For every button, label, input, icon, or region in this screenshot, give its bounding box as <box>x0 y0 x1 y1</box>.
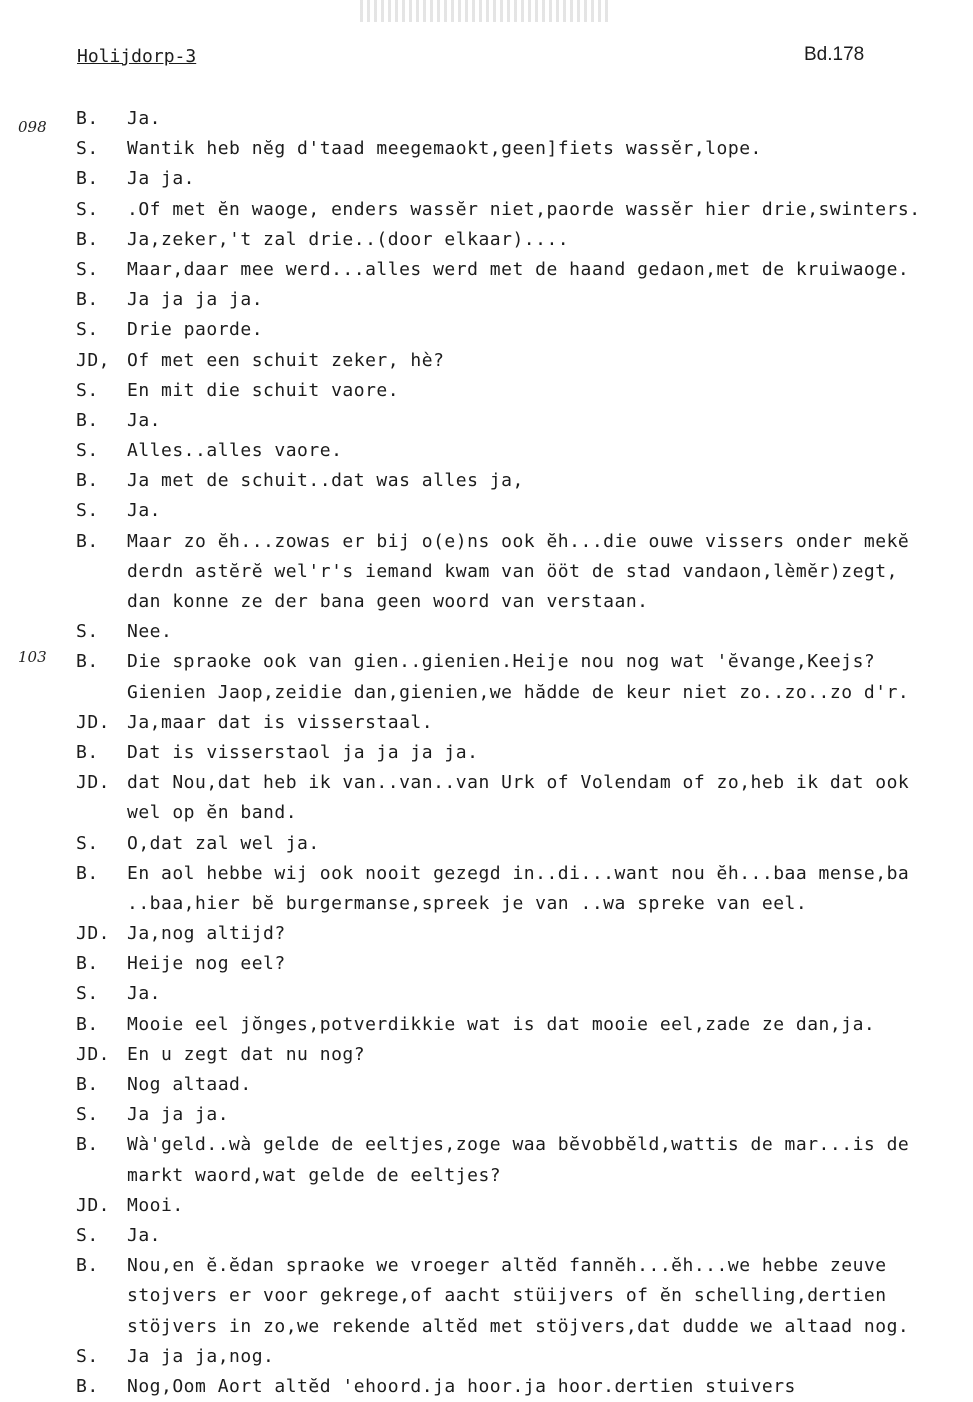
transcript-line <box>0 104 973 134</box>
line-text: Ja. <box>127 108 162 129</box>
line-text: stojvers er voor gekrege,of aacht stüijvers of ĕn schelling,dertien <box>127 1285 887 1307</box>
transcript-line <box>0 1070 973 1100</box>
speaker-label: B. <box>76 1134 99 1156</box>
line-text: Nee. <box>127 621 173 643</box>
transcript-line <box>0 557 973 587</box>
speaker-label: B. <box>76 741 99 763</box>
line-text: Wantik heb nĕg d'taad meegemaokt,geen]fiets wassĕr,lope. <box>127 138 762 160</box>
speaker-label: S. <box>76 1224 99 1246</box>
transcript-line <box>0 376 973 406</box>
speaker-label: B. <box>76 862 99 884</box>
speaker-label: B. <box>76 1074 99 1095</box>
transcript-line <box>0 315 973 345</box>
speaker-label: S. <box>76 379 99 401</box>
speaker-label: S. <box>76 500 99 522</box>
speaker-label: S. <box>76 983 99 1005</box>
line-text: Dat is visserstaol ja ja ja ja. <box>127 741 479 763</box>
speaker-label: B. <box>76 228 99 250</box>
line-text: Ja ja ja. <box>127 1104 230 1126</box>
transcript-line <box>0 829 973 859</box>
speaker-label: B. <box>76 1013 99 1035</box>
margin-note-098: 098 <box>18 118 47 136</box>
transcript-line <box>0 406 973 436</box>
line-text: O,dat zal wel ja. <box>127 832 320 854</box>
line-text: En mit die schuit vaore. <box>127 379 400 401</box>
transcript-line <box>0 678 973 708</box>
speaker-label: S. <box>76 440 99 462</box>
line-text: Mooie eel jŏnges,potverdikkie wat is dat mooie eel,zade ze dan,ja. <box>127 1013 876 1035</box>
transcript-line <box>0 889 973 919</box>
speaker-label: B. <box>76 470 99 492</box>
speaker-label: B. <box>76 409 99 431</box>
line-text: Gienien Jaop,zeidie dan,gienien,we hădde de keur niet zo..zo..zo d'r. <box>127 681 910 703</box>
transcript-line <box>0 1372 973 1402</box>
speaker-label: JD. <box>76 1043 111 1065</box>
line-text: Nou,en ĕ.ĕdan spraoke we vroeger altĕd fannĕh...ĕh...we hebbe zeuve <box>127 1255 887 1277</box>
line-text: Ja,nog altijd? <box>127 923 286 945</box>
line-text: Ja met de schuit..dat was alles ja, <box>127 470 524 492</box>
transcript-line <box>0 919 973 949</box>
line-text: En aol hebbe wij ook nooit gezegd in..di...want nou ĕh...baa mense,ba <box>127 862 910 884</box>
transcript-line <box>0 1281 973 1311</box>
line-text: derdn astĕrĕ wel'r's iemand kwam van ööt de stad vandaon,lèmĕr)zegt, <box>127 560 898 582</box>
line-text: Ja,zeker,'t zal drie..(door elkaar).... <box>127 228 570 250</box>
transcript-line <box>0 1342 973 1372</box>
line-text: Mooi. <box>127 1194 184 1216</box>
transcript-line <box>0 466 973 496</box>
line-text: Drie paorde. <box>127 319 264 341</box>
transcript-line <box>0 768 973 798</box>
speaker-label: B. <box>76 1375 99 1397</box>
speaker-label: B. <box>76 168 99 190</box>
transcript-line <box>0 1040 973 1070</box>
line-text: Of met een schuit zeker, hè? <box>127 349 445 371</box>
transcript-line <box>0 527 973 557</box>
speaker-label: S. <box>76 198 99 220</box>
speaker-label: B. <box>76 108 99 129</box>
transcript-line <box>0 496 973 526</box>
transcript-line <box>0 1130 973 1160</box>
transcript-line <box>0 979 973 1009</box>
speaker-label: JD. <box>76 923 111 945</box>
transcript-line <box>0 225 973 255</box>
transcript-line <box>0 195 973 225</box>
line-text: Maar,daar mee werd...alles werd met de haand gedaon,met de kruiwaoge. <box>127 258 910 280</box>
speaker-label: S. <box>76 138 99 160</box>
transcript-line <box>0 738 973 768</box>
line-text: Alles..alles vaore. <box>127 440 343 462</box>
transcript-lines <box>0 104 973 1402</box>
transcript-line <box>0 1312 973 1342</box>
transcript-line <box>0 1010 973 1040</box>
transcript-line <box>0 1191 973 1221</box>
transcript-line <box>0 346 973 376</box>
line-text: Ja. <box>127 983 162 1005</box>
line-text: Ja. <box>127 1224 162 1246</box>
line-text: Nog,Oom Aort altĕd 'ehoord.ja hoor.ja hoor.dertien stuivers <box>127 1375 796 1397</box>
transcript-line <box>0 949 973 979</box>
transcript-line <box>0 1251 973 1281</box>
speaker-label: S. <box>76 1345 99 1367</box>
speaker-label: S. <box>76 621 99 643</box>
transcript-line <box>0 1221 973 1251</box>
line-text: Wà'geld..wà gelde de eeltjes,zoge waa bĕvobbĕld,wattis de mar...is de <box>127 1134 910 1156</box>
speaker-label: JD. <box>76 711 111 733</box>
transcript-line <box>0 1161 973 1191</box>
line-text: Ja. <box>127 500 162 522</box>
transcript-line <box>0 285 973 315</box>
line-text: stöjvers in zo,we rekende altĕd met stöjvers,dat dudde we altaad nog. <box>127 1315 910 1337</box>
margin-note-103: 103 <box>18 648 47 666</box>
transcript-line <box>0 617 973 647</box>
speaker-label: JD, <box>76 349 111 371</box>
transcript-line <box>0 1100 973 1130</box>
transcript-line <box>0 798 973 828</box>
line-text: Nog altaad. <box>127 1074 252 1095</box>
transcript-line <box>0 587 973 617</box>
transcript-line <box>0 134 973 164</box>
line-text: wel op ĕn band. <box>127 802 298 824</box>
speaker-label: S. <box>76 258 99 280</box>
line-text: Ja,maar dat is visserstaal. <box>127 711 434 733</box>
speaker-label: B. <box>76 530 99 552</box>
speaker-label: B. <box>76 1255 99 1277</box>
line-text: dat Nou,dat heb ik van..van..van Urk of Volendam of zo,heb ik dat ook <box>127 772 910 794</box>
line-text: markt waord,wat gelde de eeltjes? <box>127 1164 502 1186</box>
line-text: Ja. <box>127 409 162 431</box>
line-text: Die spraoke ook van gien..gienien.Heije nou nog wat 'ĕvange,Keejs? <box>127 651 876 673</box>
speaker-label: S. <box>76 319 99 341</box>
scan-smudge <box>360 0 610 22</box>
speaker-label: JD. <box>76 1194 111 1216</box>
line-text: En u zegt dat nu nog? <box>127 1043 366 1065</box>
transcript-line <box>0 255 973 285</box>
line-text: .Of met ĕn waoge, enders wassĕr niet,paorde wassĕr hier drie,swinters. <box>127 198 921 220</box>
transcript-line <box>0 164 973 194</box>
line-text: ..baa,hier bĕ burgermanse,spreek je van ..wa spreke van eel. <box>127 892 808 914</box>
speaker-label: JD. <box>76 772 111 794</box>
line-text: Ja ja ja ja. <box>127 289 264 311</box>
line-text: Ja ja. <box>127 168 196 190</box>
page-reference: Bd.178 <box>804 44 865 65</box>
line-text: dan konne ze der bana geen woord van verstaan. <box>127 591 649 612</box>
speaker-label: B. <box>76 651 99 673</box>
transcript-line <box>0 647 973 677</box>
line-text: Heije nog eel? <box>127 953 286 975</box>
transcript-line <box>0 708 973 738</box>
line-text: Maar zo ĕh...zowas er bij o(e)ns ook ĕh...die ouwe vissers onder mekĕ <box>127 530 910 552</box>
transcript-line <box>0 436 973 466</box>
line-text: Ja ja ja,nog. <box>127 1345 275 1367</box>
speaker-label: S. <box>76 1104 99 1126</box>
speaker-label: B. <box>76 953 99 975</box>
transcript-line <box>0 859 973 889</box>
document-title: Holijdorp-3 <box>77 46 197 67</box>
speaker-label: B. <box>76 289 99 311</box>
speaker-label: S. <box>76 832 99 854</box>
